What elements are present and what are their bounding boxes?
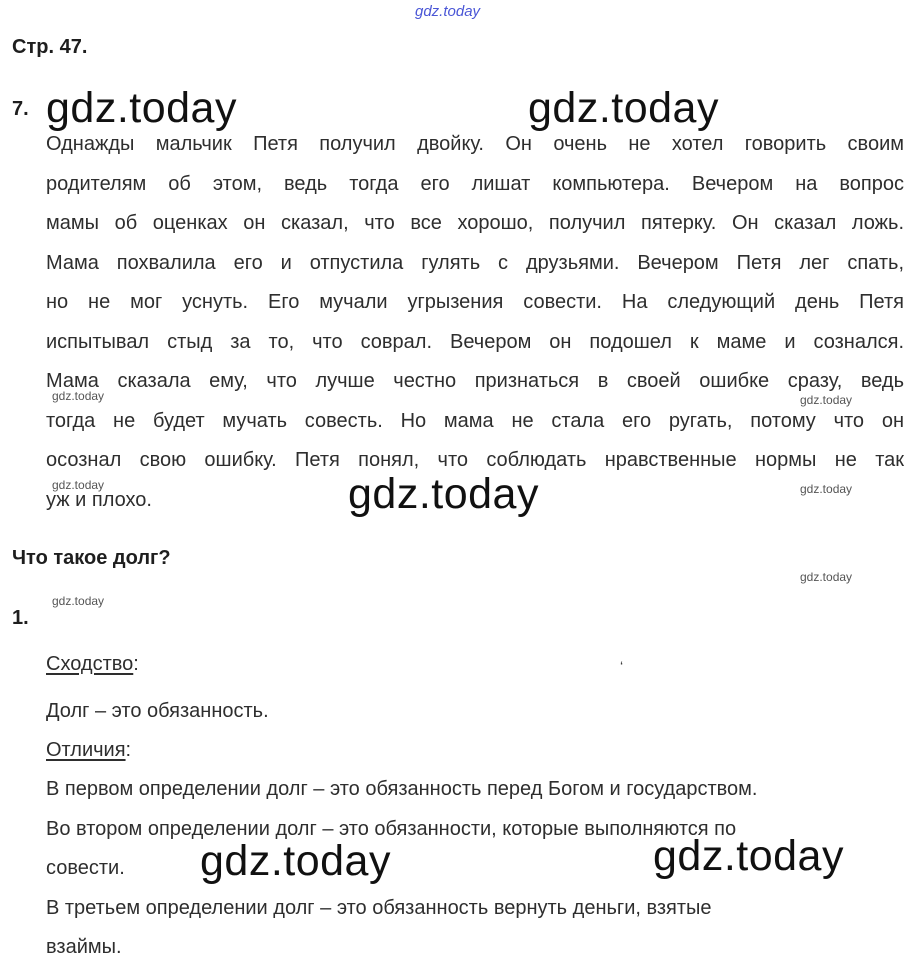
difference-1: В первом определении долг – это обязанность перед Богом и государством.: [46, 778, 758, 800]
task-1-number: 1.: [12, 607, 29, 629]
difference-3-line-1: В третьем определении долг – это обязанность вернуть деньги, взятые: [46, 897, 712, 919]
watermark-big-2: gdz.today: [528, 84, 719, 132]
similarity-colon: :: [133, 653, 139, 675]
differences-colon: :: [125, 739, 132, 761]
task-7-line-5: но не мог уснуть. Его мучали угрызения совести. На следующий день Петя: [46, 291, 904, 313]
similarity-label: Сходство: [46, 653, 134, 675]
watermark-big-4: gdz.today: [200, 837, 391, 885]
task-7-line-9: осознал свою ошибку. Петя понял, что соблюдать нравственные нормы не так: [46, 449, 904, 471]
task-7-line-7: Мама сказала ему, что лучше честно признаться в своей ошибке сразу, ведь: [46, 370, 904, 392]
watermark-big-3: gdz.today: [348, 470, 539, 518]
differences-heading: [46, 739, 131, 762]
task-7-line-8: тогда не будет мучать совесть. Но мама не стала его ругать, потому что он: [46, 410, 904, 432]
task-7-line-6: испытывал стыд за то, что соврал. Вечером он подошел к маме и сознался.: [46, 331, 904, 353]
watermark-big-5: gdz.today: [653, 832, 844, 880]
stray-mark: ‘: [620, 658, 624, 674]
watermark-small-5: gdz.today: [800, 570, 853, 584]
task-7-number: 7.: [12, 98, 29, 120]
watermark-small-2: gdz.today: [800, 393, 853, 407]
watermark-small-3: gdz.today: [52, 478, 105, 492]
difference-3-line-2: взаймы.: [46, 936, 122, 958]
watermark-small-6: gdz.today: [52, 594, 105, 608]
task-7-line-10: уж и плохо.: [46, 489, 152, 511]
watermark-top: gdz.today: [415, 3, 481, 20]
watermark-small-1: gdz.today: [52, 389, 105, 403]
section-title: Что такое долг?: [12, 547, 171, 569]
watermark-big-1: gdz.today: [46, 84, 237, 132]
task-7-line-4: Мама похвалила его и отпустила гулять с друзьями. Вечером Петя лег спать,: [46, 252, 904, 274]
page-label: Стр. 47.: [12, 36, 88, 58]
task-7-line-1: Однажды мальчик Петя получил двойку. Он очень не хотел говорить своим: [46, 133, 904, 155]
difference-2-line-2: совести.: [46, 857, 125, 879]
task-7-line-3: мамы об оценках он сказал, что все хорошо, получил пятерку. Он сказал ложь.: [46, 212, 904, 234]
similarity-heading: [46, 653, 139, 676]
differences-label: Отличия: [46, 739, 126, 761]
difference-2-line-1: Во втором определении долг – это обязанности, которые выполняются по: [46, 818, 737, 840]
task-7-line-2: родителям об этом, ведь тогда его лишат компьютера. Вечером на вопрос: [46, 173, 904, 195]
similarity-text: Долг – это обязанность.: [46, 700, 269, 722]
watermark-small-4: gdz.today: [800, 482, 853, 496]
